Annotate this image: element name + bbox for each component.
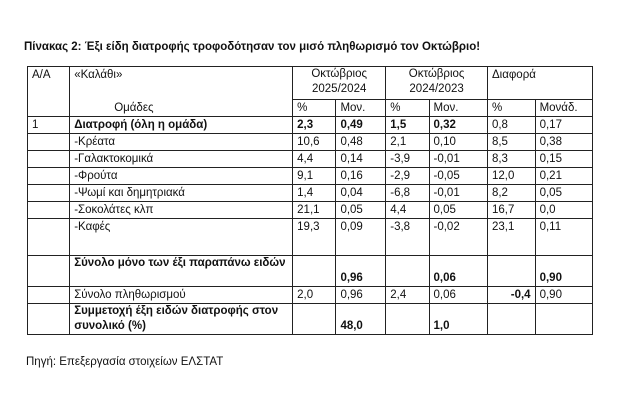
header-pct-diff: % [487,100,535,117]
header-mon-2025: Μον. [336,100,386,117]
header-row-2 [28,100,593,117]
sum-total-label: Σύνολο πληθωρισμού [70,287,293,304]
sum-six-mon-2025: 0,96 [336,256,386,287]
sum-six-mon-diff: 0,90 [535,256,592,287]
sum-six-mon-2024: 0,06 [429,256,487,287]
header-oct-2025: Οκτώβριος 2025/2024 [293,67,386,100]
header-mon-2024: Μον. [429,100,487,117]
header-oct-2024: Οκτώβριος 2024/2023 [386,67,488,100]
header-row-1 [28,67,593,100]
header-basket: «Καλάθι» [70,67,293,100]
table-row: -Γαλακτοκομικά 4,4 0,14 -3,9 -0,01 8,3 0,15 [28,151,593,168]
header-groups: Ομάδες [70,100,293,117]
table-row: 1 Διατροφή (όλη η ομάδα) 2,3 0,49 1,5 0,32 0,8 0,17 [28,117,593,134]
source-note: Πηγή: Επεξεργασία στοιχείων ΕΛΣΤΑΤ [26,356,224,368]
share-row [28,304,593,335]
table-title: Πίνακας 2: Έξι είδη διατροφής τροφοδότησαν τον μισό πληθωρισμό τον Οκτώβριο! [24,41,481,53]
sum-six-row [28,256,593,287]
share-label: Συμμετοχή έξη ειδών διατροφής στον συνολικό (%) [70,304,293,335]
header-monad-diff: Μονάδ. [535,100,592,117]
header-pct-2025: % [293,100,336,117]
sum-total-row: Σύνολο πληθωρισμού 2,0 0,96 2,4 0,06 -0,4 0,90 [28,287,593,304]
share-mon-2025: 48,0 [336,304,386,335]
header-aa: Α/Α [28,67,70,100]
share-mon-2024: 1,0 [429,304,487,335]
header-pct-2024: % [386,100,429,117]
sum-six-label: Σύνολο μόνο των έξι παραπάνω ειδών [70,256,293,287]
inflation-table [27,66,593,335]
table-row: -Κρέατα 10,6 0,48 2,1 0,10 8,5 0,38 [28,134,593,151]
table-row: -Φρούτα 9,1 0,16 -2,9 -0,05 12,0 0,21 [28,168,593,185]
table-row: -Καφές 19,3 0,09 -3,8 -0,02 23,1 0,11 [28,219,593,256]
table-row: -Σοκολάτες κλπ 21,1 0,05 4,4 0,05 16,7 0,0 [28,202,593,219]
header-difference: Διαφορά [487,67,592,100]
table-row: -Ψωμί και δημητριακά 1,4 0,04 -6,8 -0,01 8,2 0,05 [28,185,593,202]
